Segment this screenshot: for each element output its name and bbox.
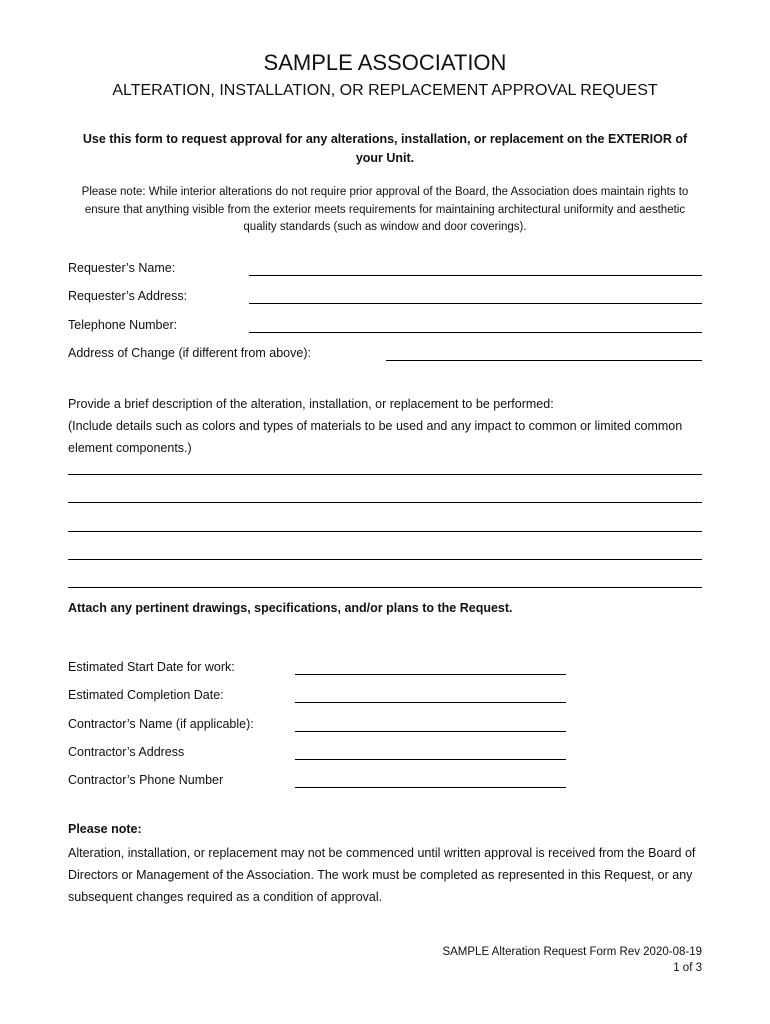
please-note-title: Please note: xyxy=(68,822,142,836)
contractor-address-field[interactable] xyxy=(295,759,566,760)
contractor-name-row xyxy=(68,712,702,734)
description-line-5[interactable] xyxy=(68,587,702,588)
page-number: 1 of 3 xyxy=(673,962,702,974)
please-note-body: Alteration, installation, or replacement may not be commenced until written approval is received from the Board of Directors or Management of the Association. The work must be completed as represented in this Request, or any subsequent changes required as a condition of approval. xyxy=(68,846,696,904)
telephone-row xyxy=(68,313,702,335)
start-date-row xyxy=(68,655,702,677)
interior-note: Please note: While interior alterations do not require prior approval of the Board, the Association does maintain rights to ensure that anything visible from the exterior meets requirements for maintaining architectural uniformity and aesthetic quality standards (such as window and door coverings). xyxy=(81,186,689,233)
change-address-field[interactable] xyxy=(386,360,702,361)
contractor-phone-label: Contractor’s Phone Number xyxy=(68,773,224,787)
start-date-field[interactable] xyxy=(295,674,566,675)
contractor-phone-field[interactable] xyxy=(295,787,566,788)
page-title: SAMPLE ASSOCIATION xyxy=(263,50,507,75)
requester-name-row xyxy=(68,256,702,278)
description-section xyxy=(68,393,708,459)
requester-address-row xyxy=(68,284,702,306)
description-line-3[interactable] xyxy=(68,531,702,532)
form-subtitle: ALTERATION, INSTALLATION, OR REPLACEMENT APPROVAL REQUEST xyxy=(112,82,658,99)
telephone-label: Telephone Number: xyxy=(68,318,178,332)
change-address-label: Address of Change (if different from above): xyxy=(68,346,311,360)
requester-address-field[interactable] xyxy=(249,303,702,304)
completion-date-field[interactable] xyxy=(295,702,566,703)
completion-date-label: Estimated Completion Date: xyxy=(68,688,224,702)
form-revision: SAMPLE Alteration Request Form Rev 2020-08-19 xyxy=(442,946,702,958)
requester-name-label: Requester’s Name: xyxy=(68,261,176,275)
contractor-name-field[interactable] xyxy=(295,731,566,732)
telephone-field[interactable] xyxy=(249,332,702,333)
contractor-phone-row xyxy=(68,768,702,790)
change-address-row xyxy=(68,341,702,363)
description-line-1[interactable] xyxy=(68,474,702,475)
start-date-label: Estimated Start Date for work: xyxy=(68,660,235,674)
contractor-name-label: Contractor’s Name (if applicable): xyxy=(68,717,254,731)
requester-name-field[interactable] xyxy=(249,275,702,276)
description-hint: (Include details such as colors and types of materials to be used and any impact to common or limited common element components.) xyxy=(68,419,683,455)
intro-text: Use this form to request approval for any alterations, installation, or replacement on the EXTERIOR of your Unit. xyxy=(82,132,688,165)
attach-note: Attach any pertinent drawings, specifications, and/or plans to the Request. xyxy=(68,601,513,615)
description-line-4[interactable] xyxy=(68,559,702,560)
contractor-address-label: Contractor’s Address xyxy=(68,745,185,759)
contractor-address-row xyxy=(68,740,702,762)
description-prompt: Provide a brief description of the alteration, installation, or replacement to be performed: xyxy=(68,397,554,411)
page-footer xyxy=(442,944,702,976)
description-line-2[interactable] xyxy=(68,502,702,503)
completion-date-row xyxy=(68,683,702,705)
requester-address-label: Requester’s Address: xyxy=(68,289,188,303)
